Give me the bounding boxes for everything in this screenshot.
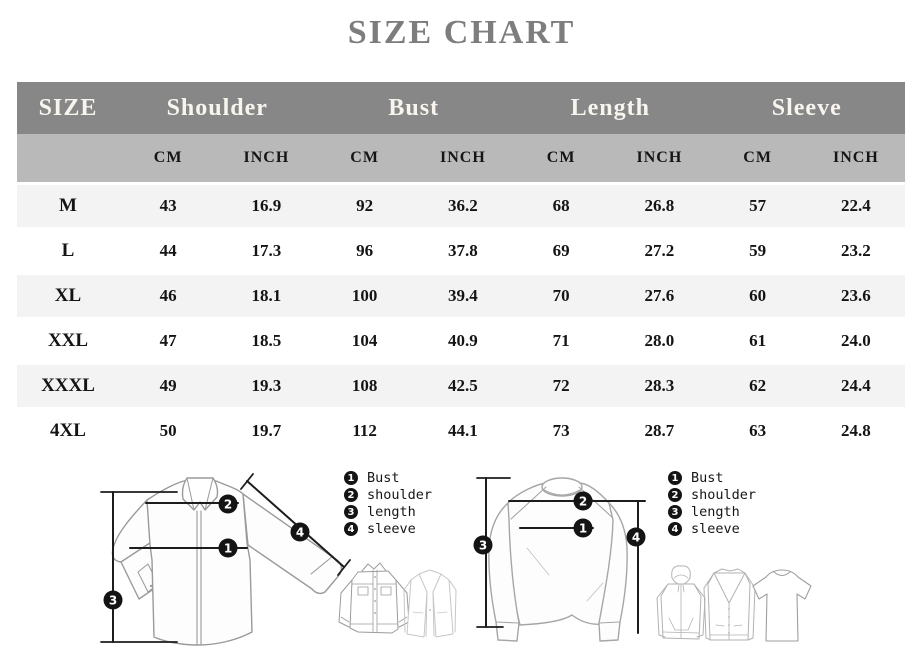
value-cell: 28.7 — [610, 409, 708, 453]
measurement-legend-left — [344, 471, 432, 536]
value-cell: 23.2 — [807, 229, 905, 274]
unit-header: INCH — [610, 134, 708, 184]
legend-badge-icon: 3 — [668, 505, 682, 519]
unit-header: CM — [512, 134, 610, 184]
value-cell: 27.2 — [610, 229, 708, 274]
value-cell: 63 — [709, 409, 807, 453]
value-cell: 27.6 — [610, 274, 708, 319]
value-cell: 59 — [709, 229, 807, 274]
legend-badge-icon: 4 — [668, 522, 682, 536]
table-row — [17, 184, 905, 229]
legend-badge-icon: 1 — [344, 471, 358, 485]
value-cell: 16.9 — [217, 184, 315, 229]
value-cell: 104 — [316, 319, 414, 364]
table-row — [17, 229, 905, 274]
measure-badge-shoulder: 2 — [219, 495, 238, 514]
hoodie-icon — [657, 566, 705, 639]
value-cell: 39.4 — [414, 274, 512, 319]
value-cell: 49 — [119, 364, 217, 409]
size-cell: M — [17, 184, 119, 229]
value-cell: 28.0 — [610, 319, 708, 364]
value-cell: 18.5 — [217, 319, 315, 364]
measure-badge-sleeve: 4 — [291, 523, 310, 542]
size-table-body — [17, 184, 905, 453]
legend-item — [344, 505, 432, 519]
value-cell: 46 — [119, 274, 217, 319]
value-cell: 73 — [512, 409, 610, 453]
size-table — [17, 82, 905, 452]
measure-badge-shoulder: 2 — [574, 492, 593, 511]
value-cell: 26.8 — [610, 184, 708, 229]
legend-label: shoulder — [691, 487, 757, 503]
legend-label: sleeve — [691, 521, 740, 537]
cardigan-icon — [704, 569, 755, 640]
legend-label: length — [367, 504, 416, 520]
size-cell: 4XL — [17, 409, 119, 453]
measurement-legend-right — [668, 471, 756, 536]
measure-badge-bust: 1 — [574, 519, 593, 538]
legend-item — [668, 505, 756, 519]
value-cell: 40.9 — [414, 319, 512, 364]
column-header-sleeve: Sleeve — [709, 82, 906, 134]
value-cell: 24.8 — [807, 409, 905, 453]
value-cell: 44 — [119, 229, 217, 274]
legend-item — [344, 522, 432, 536]
legend-badge-icon: 4 — [344, 522, 358, 536]
value-cell: 68 — [512, 184, 610, 229]
unit-header: CM — [316, 134, 414, 184]
value-cell: 19.7 — [217, 409, 315, 453]
value-cell: 96 — [316, 229, 414, 274]
size-cell: XL — [17, 274, 119, 319]
denim-jacket-icon — [339, 563, 409, 633]
legend-badge-icon: 2 — [344, 488, 358, 502]
value-cell: 72 — [512, 364, 610, 409]
value-cell: 18.1 — [217, 274, 315, 319]
legend-badge-icon: 1 — [668, 471, 682, 485]
size-cell: L — [17, 229, 119, 274]
legend-item — [668, 488, 756, 502]
value-cell: 42.5 — [414, 364, 512, 409]
value-cell: 22.4 — [807, 184, 905, 229]
value-cell: 50 — [119, 409, 217, 453]
value-cell: 60 — [709, 274, 807, 319]
value-cell: 44.1 — [414, 409, 512, 453]
legend-item — [668, 471, 756, 485]
value-cell: 100 — [316, 274, 414, 319]
value-cell: 36.2 — [414, 184, 512, 229]
table-row — [17, 364, 905, 409]
column-header-bust: Bust — [316, 82, 513, 134]
value-cell: 37.8 — [414, 229, 512, 274]
measure-badge-length: 3 — [474, 536, 493, 555]
value-cell: 28.3 — [610, 364, 708, 409]
column-header-size: SIZE — [17, 82, 119, 134]
value-cell: 47 — [119, 319, 217, 364]
value-cell: 62 — [709, 364, 807, 409]
unit-header: INCH — [217, 134, 315, 184]
unit-header-row — [17, 134, 905, 184]
value-cell: 69 — [512, 229, 610, 274]
value-cell: 92 — [316, 184, 414, 229]
table-header-row — [17, 82, 905, 134]
value-cell: 24.0 — [807, 319, 905, 364]
legend-label: length — [691, 504, 740, 520]
value-cell: 70 — [512, 274, 610, 319]
measure-badge-length: 3 — [104, 591, 123, 610]
value-cell: 108 — [316, 364, 414, 409]
unit-header: CM — [119, 134, 217, 184]
blazer-icon — [404, 570, 456, 637]
value-cell: 43 — [119, 184, 217, 229]
value-cell: 71 — [512, 319, 610, 364]
size-cell: XXXL — [17, 364, 119, 409]
value-cell: 23.6 — [807, 274, 905, 319]
measure-badge-sleeve: 4 — [627, 528, 646, 547]
unit-header-empty — [17, 134, 119, 184]
tshirt-icon — [753, 570, 811, 641]
column-header-shoulder: Shoulder — [119, 82, 316, 134]
unit-header: INCH — [414, 134, 512, 184]
sweater-drawing — [489, 478, 627, 641]
column-header-length: Length — [512, 82, 709, 134]
value-cell: 19.3 — [217, 364, 315, 409]
legend-item — [344, 471, 432, 485]
unit-header: CM — [709, 134, 807, 184]
legend-badge-icon: 2 — [668, 488, 682, 502]
legend-badge-icon: 3 — [344, 505, 358, 519]
legend-label: shoulder — [367, 487, 433, 503]
value-cell: 112 — [316, 409, 414, 453]
legend-label: sleeve — [367, 521, 416, 537]
legend-item — [344, 488, 432, 502]
legend-label: Bust — [367, 470, 400, 486]
value-cell: 17.3 — [217, 229, 315, 274]
size-cell: XXL — [17, 319, 119, 364]
value-cell: 61 — [709, 319, 807, 364]
page-title: SIZE CHART — [347, 14, 576, 51]
value-cell: 57 — [709, 184, 807, 229]
table-row — [17, 274, 905, 319]
legend-label: Bust — [691, 470, 724, 486]
legend-item — [668, 522, 756, 536]
table-row — [17, 319, 905, 364]
unit-header: INCH — [807, 134, 905, 184]
value-cell: 24.4 — [807, 364, 905, 409]
measure-badge-bust: 1 — [219, 539, 238, 558]
garment-illustrations — [0, 440, 923, 659]
